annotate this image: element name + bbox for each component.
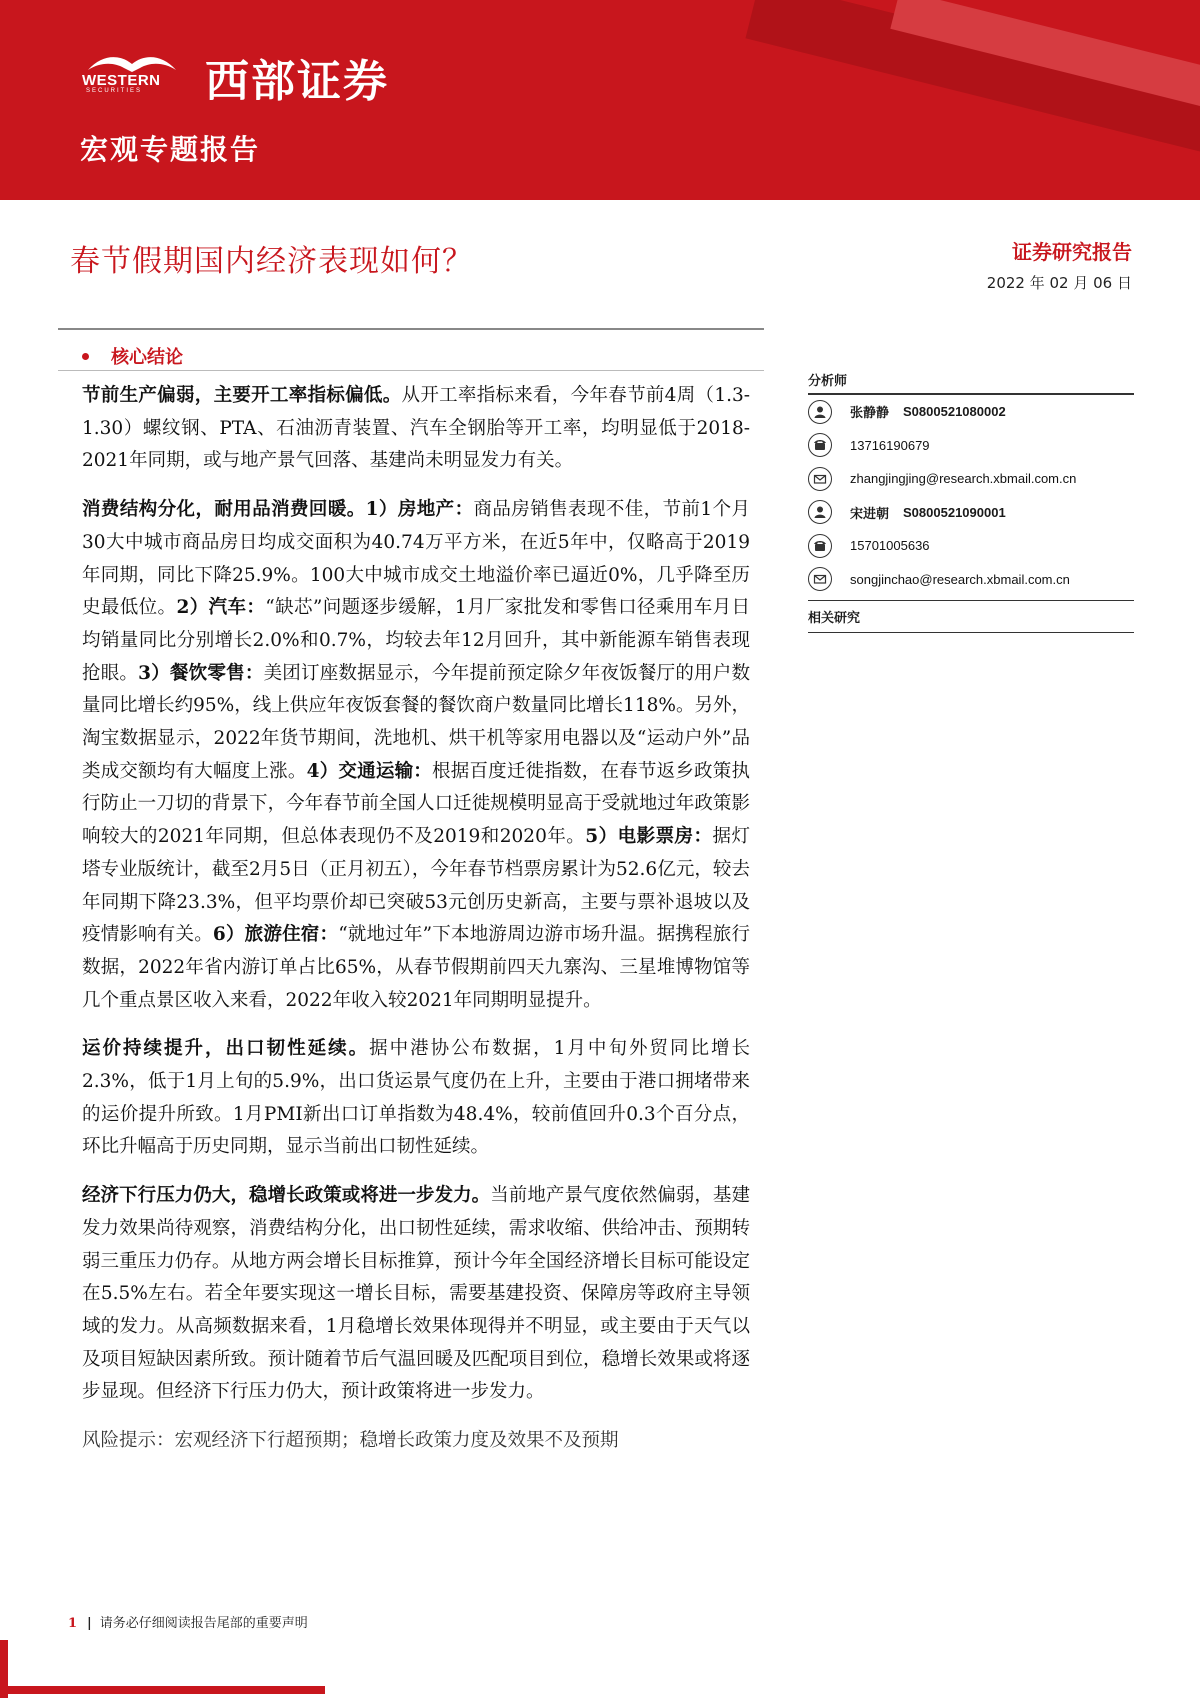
logo-english: WESTERN [82,72,161,89]
page-number: 1 [68,1616,78,1631]
paragraph-text: 根据百度迁徙指数，在春节返乡政策执行防止一刀切的背景下，今年春节前全国人口迁徙规模明显高于受就地过年政策影响较大的2021年同期，但总体表现仍不及2019和2020年。 [82,760,750,848]
paragraph-text: 据中港协公布数据，1月中旬外贸同比增长2.3%，低于1月上旬的5.9%，出口货运景气度仍在上升，主要由于港口拥堵带来的运价提升所致。1月PMI新出口订单指数为48.4%，较前值回升0.3个百分点，环比升幅高于历史同期，显示当前出口韧性延续。 [82,1038,750,1158]
paragraph-text: “缺芯”问题逐步缓解，1月厂家批发和零售口径乘用车月日均销量同比分别增长2.0%和0.7%，均较去年12月回升，其中新能源车销售表现抢眼。 [82,597,750,684]
subsection-label: 4）交通运输： [306,760,433,782]
logo-english-sub: SECURITIES [86,88,143,94]
report-date: 2022 年 02 月 06 日 [986,274,1132,292]
paragraph-text: 商品房销售表现不佳，节前1个月30大中城市商品房日均成交面积为40.74万平方米，在近5年中，仅略高于2019年同期，同比下降25.9%。100大中城市成交土地溢价率已逼近0%，几乎降至历史最低位。 [82,499,750,619]
paragraph-text: 当前地产景气度依然偏弱，基建发力效果尚待观察，消费结构分化，出口韧性延续，需求收缩、供给冲击、预期转弱三重压力仍存。从地方两会增长目标推算，预计今年全国经济增长目标可能设定在5.5%左右。若全年要实现这一增长目标，需要基建投资、保障房等政府主导领域的发力。从高频数据来看，1月稳增长效果体现得并不明显，或主要由于天气以及项目短缺因素所致。预计随着节后气温回暖及匹配项目到位，稳增长效果或将逐步显现。但经济下行压力仍大，预计政策将进一步发力。 [82,1185,750,1403]
divider [58,370,764,371]
analyst-name: 宋进朝 [850,506,890,522]
analyst-name: 张静静 [850,406,890,422]
section-heading [58,342,764,370]
analyst-phone[interactable]: 15701005636 [850,538,930,554]
risk-warning: 风险提示：宏观经济下行超预期；稳增长政策力度及效果不及预期 [82,1430,619,1452]
person-icon [808,400,832,424]
paragraph-outlook [82,1180,750,1409]
paragraph-consumption [82,494,750,1017]
paragraph-exports [82,1033,750,1164]
report-tag: 证券研究报告 [1012,240,1132,264]
divider [58,328,764,330]
report-type: 宏观专题报告 [80,133,261,166]
phone-icon [808,534,832,558]
page-title: 春节假期国内经济表现如何？ [70,244,473,279]
analyst-license: S0800521090001 [903,504,1006,520]
paragraph-lead: 节前生产偏弱，主要开工率指标偏低。 [82,385,402,406]
analyst-sidebar [808,370,1134,633]
page-footer [68,1612,308,1631]
bullet-icon [82,353,89,360]
related-research-heading: 相关研究 [808,601,1134,633]
analyst-email-row [808,462,1134,496]
section-label: 核心结论 [111,347,183,368]
phone-icon [808,433,832,457]
analyst-email[interactable]: zhangjingjing@research.xbmail.com.cn [850,471,1077,487]
subsection-label: 3）餐饮零售： [138,662,264,684]
paragraph-text: 从开工率指标来看，今年春节前4周（1.3-1.30）螺纹钢、PTA、石油沥青装置、汽车全钢胎等开工率，均明显低于2018-2021年同期，或与地产景气回落、基建尚未明显发力有关。 [82,385,750,472]
analyst-email[interactable]: songjinchao@research.xbmail.com.cn [850,571,1070,587]
paragraph-text: 据灯塔专业版统计，截至2月5日（正月初五），今年春节档票房累计为52.6亿元，较去年同期下降23.3%，但平均票价却已突破53元创历史新高，主要与票补退坡以及疫情影响有关。 [82,826,750,946]
header-banner [0,0,1200,200]
email-icon [808,567,832,591]
footer-notice: 请务必仔细阅读报告尾部的重要声明 [99,1616,308,1631]
paragraph-text: “就地过年”下本地游周边游市场升温。据携程旅行数据，2022年省内游订单占比65%，从春节假期前四天九寨沟、三星堆博物馆等几个重点景区收入来看，2022年收入较2021年同期明显提升。 [82,924,750,1011]
analyst-phone-row [808,529,1134,563]
analyst-license: S0800521080002 [903,404,1006,420]
paragraph-text: 美团订座数据显示，今年提前预定除夕年夜饭餐厅的用户数量同比增长约95%，线上供应年夜饭套餐的餐饮商户数量同比增长118%。另外，淘宝数据显示，2022年货节期间，洗地机、烘干机等家用电器以及“运动户外”品类成交额均有大幅度上涨。 [82,662,750,782]
subsection-label: 2）汽车： [176,597,266,619]
corner-decor [0,1686,325,1694]
analyst-row [808,395,1134,429]
analysts-heading: 分析师 [808,370,1134,395]
person-icon [808,500,832,524]
analyst-row [808,496,1134,530]
analyst-phone[interactable]: 13716190679 [850,437,930,453]
footer-separator: | [87,1616,92,1631]
logo-chinese: 西部证券 [205,56,389,107]
paragraph-lead: 经济下行压力仍大，稳增长政策或将进一步发力。 [82,1185,491,1207]
paragraph-lead: 消费结构分化，耐用品消费回暖。1）房地产： [82,499,474,521]
paragraph-production [82,380,750,478]
analyst-email-row [808,563,1134,597]
subsection-label: 6）旅游住宿： [212,924,339,946]
core-conclusions [82,380,750,1474]
analyst-phone-row [808,429,1134,463]
paragraph-lead: 运价持续提升，出口韧性延续。 [82,1038,370,1060]
email-icon [808,467,832,491]
subsection-label: 5）电影票房： [585,826,713,848]
